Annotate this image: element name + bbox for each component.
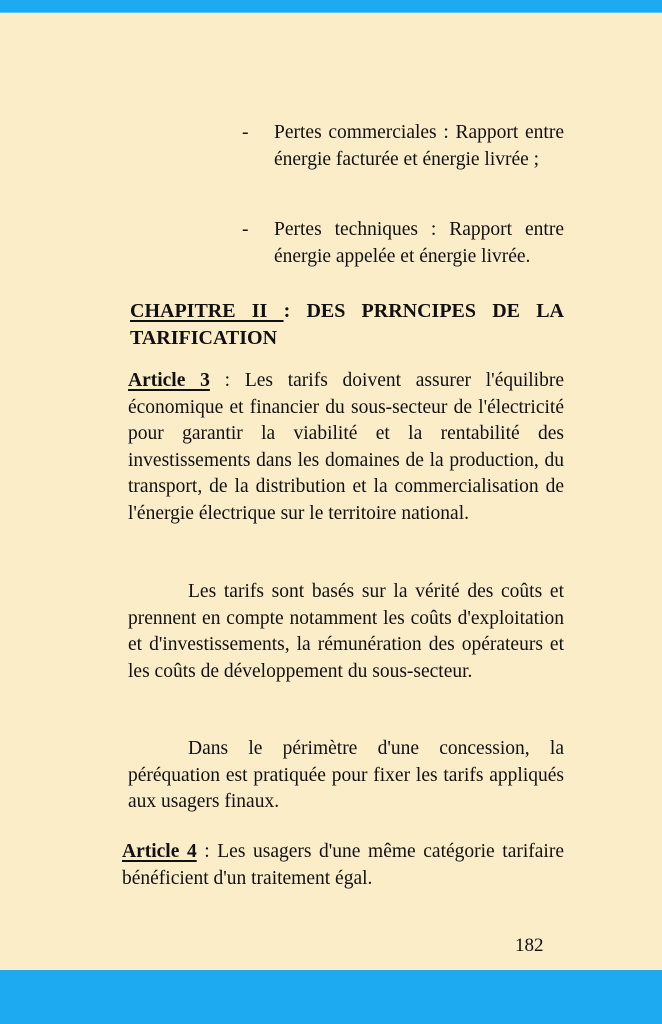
article-4-label: Article 4 <box>122 841 197 862</box>
article-3-label: Article 3 <box>128 370 210 391</box>
chapter-heading <box>130 298 564 351</box>
bullet-item-technical-losses: Pertes techniques : Rapport entre énergie appelée et énergie livrée. <box>274 219 564 267</box>
article-3-paragraph-2: Les tarifs sont basés sur la vérité des coûts et prennent en compte notamment les coûts d'exploitation et d'investissements, la rémunération des opérateurs et les coûts de développement du sous-secteur. <box>128 581 564 682</box>
chapter-separator: : <box>283 300 291 322</box>
article-4-text: : Les usagers d'une même catégorie tarifaire bénéficient d'un traitement égal. <box>122 841 564 889</box>
chapter-label: CHAPITRE II <box>130 300 284 322</box>
chapter-title: DES PRRNCIPES DE LA TARIFICATION <box>130 300 564 349</box>
bullet-item-commercial-losses: Pertes commerciales : Rapport entre énergie facturée et énergie livrée ; <box>274 122 564 170</box>
page-number: 182 <box>515 935 544 956</box>
article-3-text: : Les tarifs doivent assurer l'équilibre économique et financier du sous-secteur de l'électricité pour garantir la viabilité et la rentabilité des investissements dans les domaines de la production, du transport, de la distribution et la commercialisation de l'énergie électrique sur le territoire national. <box>128 370 564 524</box>
article-4 <box>122 839 564 892</box>
top-bar <box>0 0 662 13</box>
article-3 <box>128 368 564 527</box>
bullet-dash: - <box>242 219 249 240</box>
article-3-paragraph-3: Dans le périmètre d'une concession, la péréquation est pratiquée pour fixer les tarifs appliqués aux usagers finaux. <box>128 738 564 812</box>
bottom-bar <box>0 970 662 1024</box>
bullet-dash: - <box>242 122 249 143</box>
